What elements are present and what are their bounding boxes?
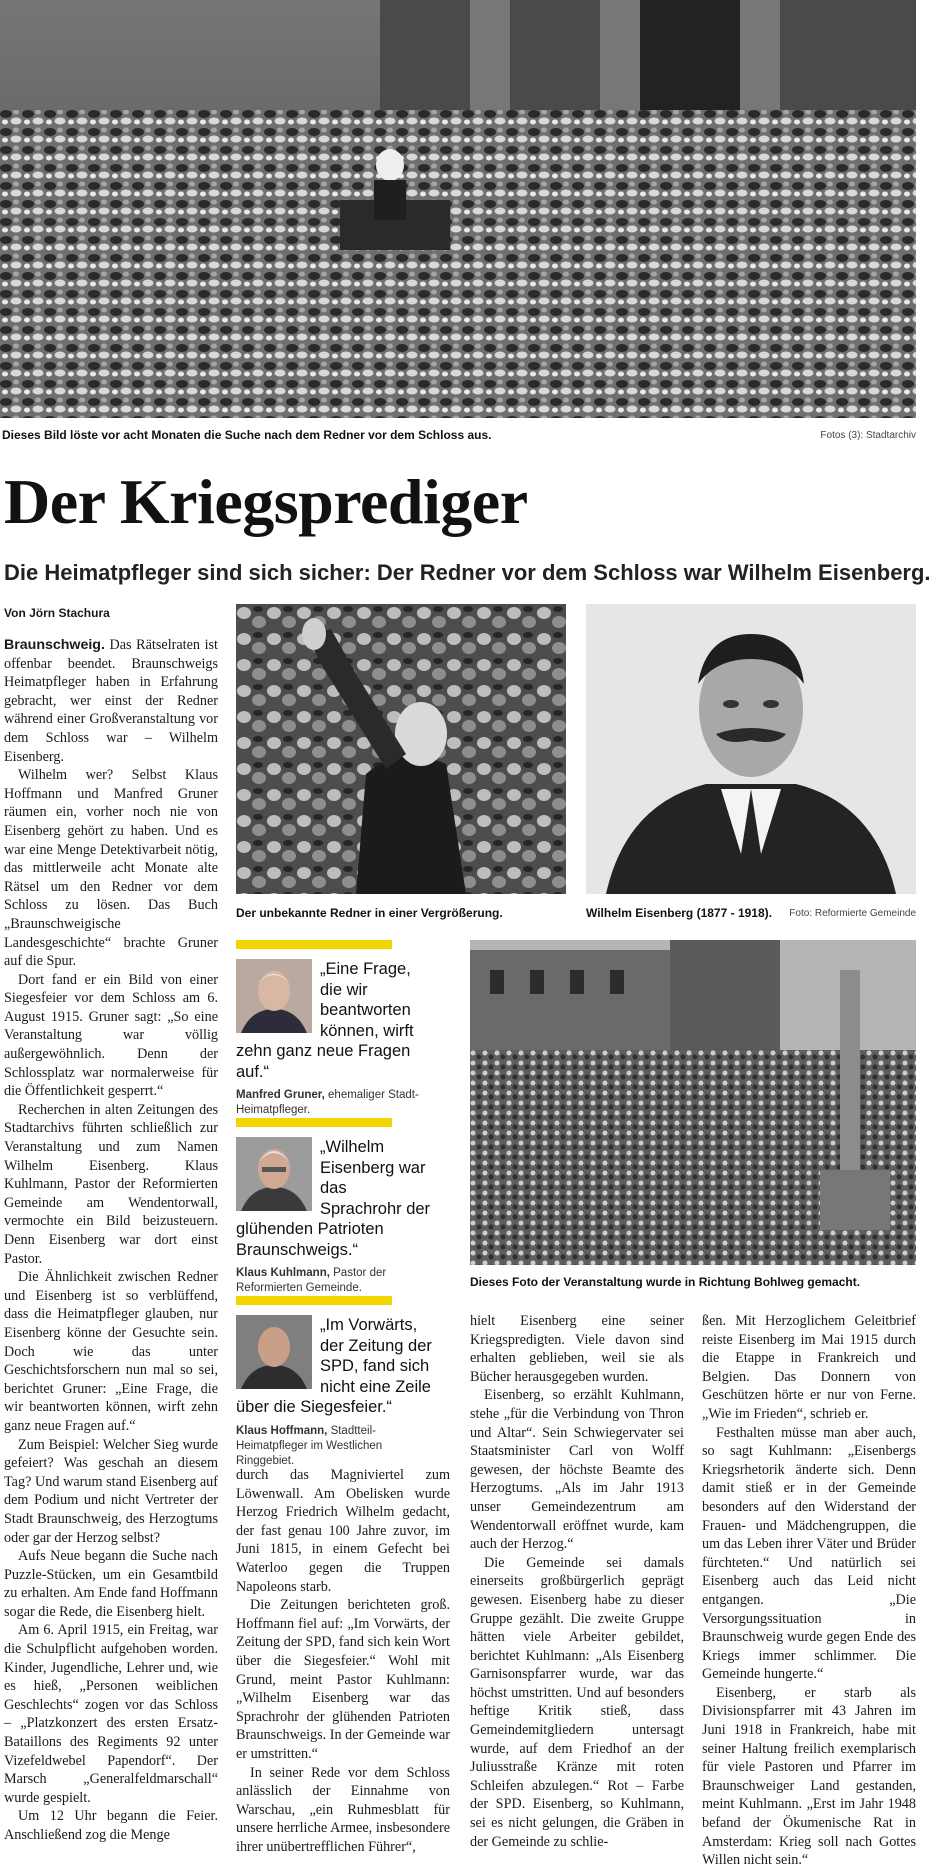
paragraph: ßen. Mit Herzoglichem Geleitbrief reiste Eisenberg im Mai 1915 durch die Etappe in Frankreich und Belgien. Das Donnern von Geschützen hörte er nur von Ferne. „Wie im Frieden“, schrieb er. (702, 1313, 916, 1422)
quote-source-role: Pastor der Reformierten Gemeinde. (236, 1267, 387, 1294)
paragraph: Braunschweig. Das Rätselraten ist offenbar beendet. Braunschweigs Heimatpfleger haben in Erfahrung gebracht, wer einst der Redner während einer Großveranstaltung vor dem Schloss war – Wilhelm Eisenberg. (4, 637, 218, 765)
portrait-kuhlmann (236, 1137, 312, 1211)
body-column-1 (4, 636, 218, 1842)
quote-source-role: Stadtteil-Heimatpfleger im Westlichen Ringgebiet. (236, 1424, 383, 1467)
top-photo-crowd-at-palace (0, 0, 916, 418)
quote-accent-bar (236, 1118, 392, 1127)
body-column-3 (470, 1312, 684, 1850)
subheadline: Die Heimatpfleger sind sich sicher: Der Redner vor dem Schloss war Wilhelm Eisenberg. (4, 560, 931, 585)
paragraph: Aufs Neue begann die Suche nach Puzzle-Stücken, um ein Gesamtbild zu erhalten. Am Ende fand Hoffmann sogar die Rede, die Eisenberg hielt. (4, 1548, 218, 1620)
speaker-closeup-caption: Der unbekannte Redner in einer Vergrößerung. (236, 906, 503, 920)
body-column-4 (702, 1312, 916, 1869)
eisenberg-portrait-caption: Wilhelm Eisenberg (1877 - 1918). (586, 906, 772, 920)
top-photo-credit: Fotos (3): Stadtarchiv (820, 430, 916, 441)
crowd-bohlweg-photo (470, 940, 916, 1265)
quote-box-gruner (236, 940, 432, 1118)
quote-source (236, 1082, 432, 1118)
quote-source-name: Klaus Hoffmann, (236, 1424, 328, 1437)
top-photo-caption: Dieses Bild löste vor acht Monaten die Suche nach dem Redner vor dem Schloss aus. (2, 428, 492, 442)
paragraph: Dort fand er ein Bild von einer Siegesfeier vor dem Schloss am 6. August 1915. Gruner sagt: „So eine Veranstaltung war völlig außergewöhnlich. Denn der Schlossplatz war normalerweise für die Öffentlichkeit gesperrt.“ (4, 971, 218, 1100)
eisenberg-portrait-photo (586, 604, 916, 894)
quote-source (236, 1260, 432, 1296)
quote-box-kuhlmann (236, 1118, 432, 1296)
quote-box-hoffmann (236, 1296, 432, 1469)
paragraph: Recherchen in alten Zeitungen des Stadtarchivs führten schließlich zur Veranstaltung und zum Namen Wilhelm Eisenberg. Klaus Kuhlmann, Pastor der Reformierten Gemeinde am Wendentorwall, vermochte ein Bild beizusteuern. Denn Eisenberg war dort einst Pastor. (4, 1101, 218, 1267)
eisenberg-portrait-credit: Foto: Reformierte Gemeinde (789, 908, 916, 919)
quote-source (236, 1418, 432, 1469)
paragraph: durch das Magniviertel zum Löwenwall. Am Obelisken wurde Herzog Friedrich Wilhelm gedacht, der fast genau 100 Jahre zuvor, im Juni 1815, in einem Gefecht bei Waterloo gegen die Truppen Napoleons starb. (236, 1467, 450, 1595)
quote-text: „Eine Frage, die wir beantworten können, wirft zehn ganz neue Fragen auf.“ (236, 960, 414, 1081)
paragraph: Eisenberg, so erzählt Kuhlmann, stehe „für die Verbindung von Thron und Altar“. Sein Schwiegervater sei Staatsminister Carl von Wolff gewesen, der höchste Beamte des Herzogtums. „Als im Jahr 1913 unser Gemeindezentrum am Wendentorwall eröffnet wurde, kam auch der Herzog.“ (470, 1387, 684, 1553)
paragraph: Die Ähnlichkeit zwischen Redner und Eisenberg ist so verblüffend, dass die Heimatpfleger glauben, nur Eisenberg könne der Gesuchte sein. Doch wie das unter Geschichtsforschern nun mal so sei, berichtet Gruner: „Eine Frage, die wir beantworten können, wirft zehn ganz neue Fragen auf.“ (4, 1269, 218, 1434)
paragraph: Zum Beispiel: Welcher Sieg wurde gefeiert? Was geschah an diesem Tag? Und warum stand Eisenberg auf dem Podium und nicht Vertreter der Stadt Braunschweig, des Herzogtums oder gar der Herzog selbst? (4, 1436, 218, 1546)
paragraph: Um 12 Uhr begann die Feier. Anschließend zog die Menge (4, 1808, 218, 1843)
paragraph: Am 6. April 1915, ein Freitag, war die Schulpflicht aufgehoben worden. Kinder, Jugendliche, Lehrer und, wie es hieß, „Personen weiblichen Geschlechts“ zogen vor das Schloss – „Platzkonzert des ersten Ersatz-Bataillons des Regiments 92 unter Vizefeldwebel Papendorf“. Der Marsch „Generalfeldmarschall“ wurde gespielt. (4, 1622, 218, 1806)
quote-accent-bar (236, 940, 392, 949)
paragraph: Eisenberg, er starb als Divisionspfarrer mit 43 Jahren im Juni 1918 in Frankreich, habe mit seiner Haltung freilich exemplarisch für viele Pastoren und Pfarrer im Braunschweiger Land gestanden, meint Kuhlmann. „Erst im Jahr 1948 befand der Ökumenische Rat in Amsterdam: Krieg soll nach Gottes Willen nicht sein.“ (702, 1684, 916, 1869)
paragraph: Die Zeitungen berichteten groß. Hoffmann fiel auf: „Im Vorwärts, der Zeitung der SPD, fand sich kein Wort über die Siegesfeier.“ Wohl mit Grund, meint Pastor Kuhlmann: „Wilhelm Eisenberg war das Sprachrohr der glühenden Patrioten Braunschweigs. In der Gemeinde war er umstritten.“ (236, 1597, 450, 1762)
paragraph: In seiner Rede vor dem Schloss anlässlich der Einnahme von Warschau, „ein Ruhmesblatt für unsere herrliche Armee, insbesondere ihrer unübertrefflichen Führer“, (236, 1764, 450, 1855)
quote-source-name: Klaus Kuhlmann, (236, 1267, 330, 1279)
quote-text: „Im Vorwärts, der Zeitung der SPD, fand sich nicht eine Zeile über die Siegesfeier.“ (236, 1316, 432, 1416)
portrait-gruner (236, 959, 312, 1033)
quote-accent-bar (236, 1296, 392, 1305)
paragraph: Festhalten müsse man aber auch, so sagt Kuhlmann: „Eisenbergs Kriegsrhetorik änderte sich. Denn damit stieß er in der Gemeinde besonders auf den Widerstand der Frauen- und Mädchengruppen, die um das Leben ihrer Väter und Brüder fürchteten.“ Und natürlich sei Eisenberg auch das Leid nicht entgangen. „Die Versorgungssituation in Braunschweig wurde gegen Ende des Kriegs immer schlimmer. Die Gemeinde hungerte.“ (702, 1424, 916, 1683)
dateline: Braunschweig. (4, 637, 105, 653)
speaker-closeup-photo (236, 604, 566, 894)
body-column-2 (236, 1466, 450, 1855)
paragraph: hielt Eisenberg eine seiner Kriegspredigten. Viele davon sind erhalten geblieben, weil sie als Bücher herausgegeben wurden. (470, 1313, 684, 1385)
quote-text: „Wilhelm Eisenberg war das Sprachrohr der glühenden Patrioten Braunschweigs.“ (236, 1138, 431, 1259)
portrait-hoffmann (236, 1315, 312, 1389)
crowd-bohlweg-caption: Dieses Foto der Veranstaltung wurde in Richtung Bohlweg gemacht. (470, 1275, 861, 1289)
byline: Von Jörn Stachura (4, 606, 110, 620)
quote-source-name: Manfred Gruner, (236, 1089, 325, 1101)
paragraph: Die Gemeinde sei damals einerseits großbürgerlich geprägt gewesen. Eisenberg habe zu dieser Gruppe gezählt. Die zweite Gruppe hätten viele Arbeiter gebildet, berichtet Kuhlmann: „Als Eisenberg Garnisonspfarrer wurde, war das höchst umstritten. Und auf besonders heftige Kritik stieß, dass Gemeindemitgliedern untersagt wurde, auf dem Friedhof an der Juliusstraße Kränze mit roten Schleifen abzulegen.“ Rot – Farbe der SPD. Eisenberg, so Kuhlmann, sei es nicht gelungen, die Gräben in der Gemeinde zu schlie- (470, 1554, 684, 1850)
paragraph: Wilhelm wer? Selbst Klaus Hoffmann und Manfred Gruner räumen ein, vorher noch nie von Eisenberg gehört zu haben. Und es war eine Menge Detektivarbeit nötig, das mittlerweile acht Monate alte Rätsel um den Redner vor dem Schloss zu lösen. Das Buch „Braunschweigische Landesgeschichte“ brachte Gruner auf die Spur. (4, 767, 218, 970)
headline: Der Kriegsprediger (4, 466, 528, 537)
quote-source-role: ehemaliger Stadt-Heimatpfleger. (236, 1089, 419, 1116)
